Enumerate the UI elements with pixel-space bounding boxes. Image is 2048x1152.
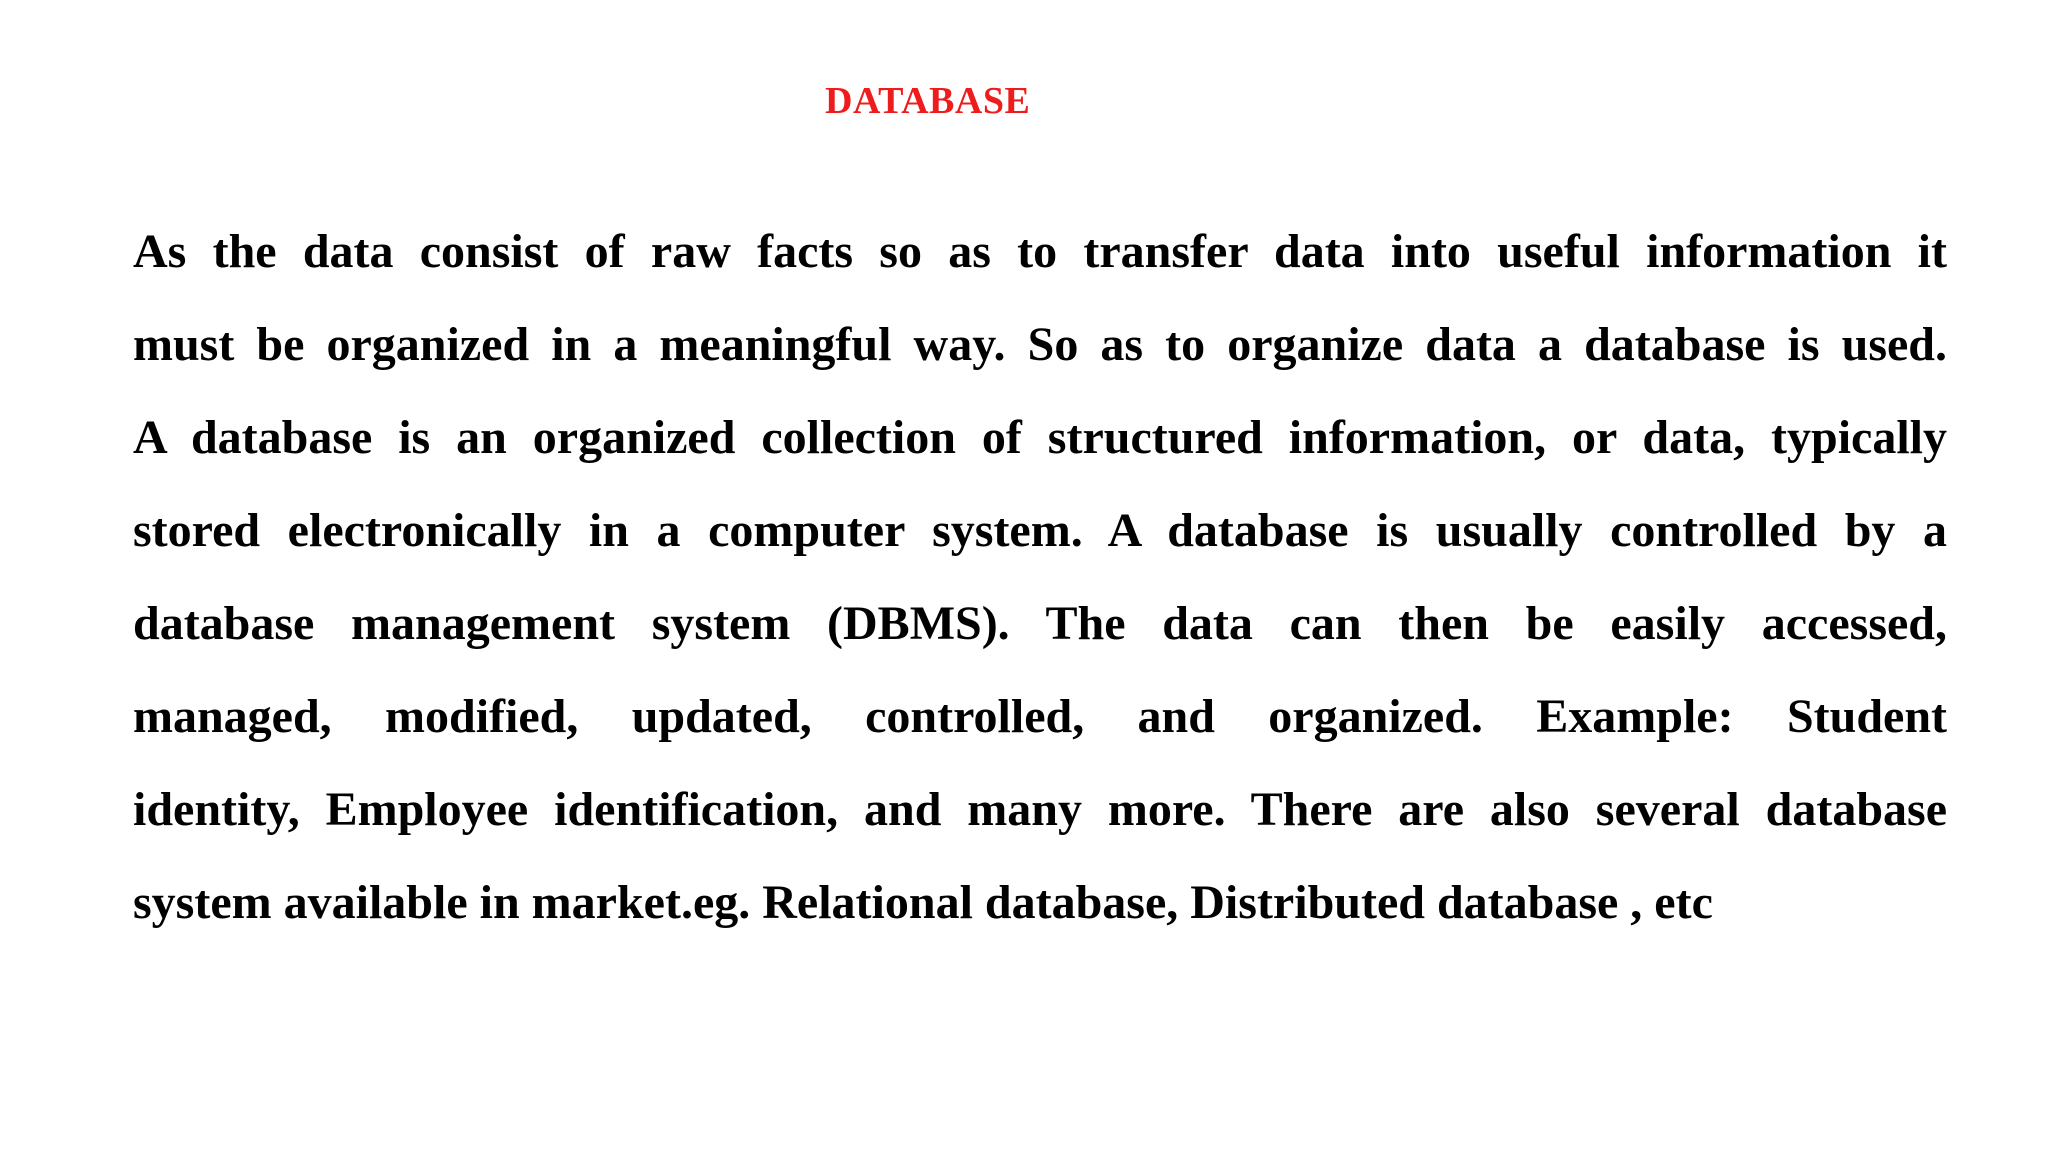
paragraph-line: As the data consist of raw facts so as to transfer data into useful information it [133, 225, 1947, 278]
paragraph-line: A database is an organized collection of structured information, or data, typically [133, 411, 1947, 464]
paragraph-line: database management system (DBMS). The data can then be easily accessed, [133, 597, 1947, 650]
paragraph-line: identity, Employee identification, and many more. There are also several database [133, 783, 1947, 836]
paragraph-line: managed, modified, updated, controlled, and organized. Example: Student [133, 690, 1947, 743]
slide-body-paragraph [133, 214, 1947, 958]
paragraph-line: must be organized in a meaningful way. So as to organize data a database is used. [133, 318, 1947, 371]
paragraph-line: system available in market.eg. Relational database, Distributed database , etc [133, 876, 1713, 929]
slide-title: DATABASE [825, 80, 1031, 122]
paragraph-line: stored electronically in a computer system. A database is usually controlled by a [133, 504, 1947, 557]
